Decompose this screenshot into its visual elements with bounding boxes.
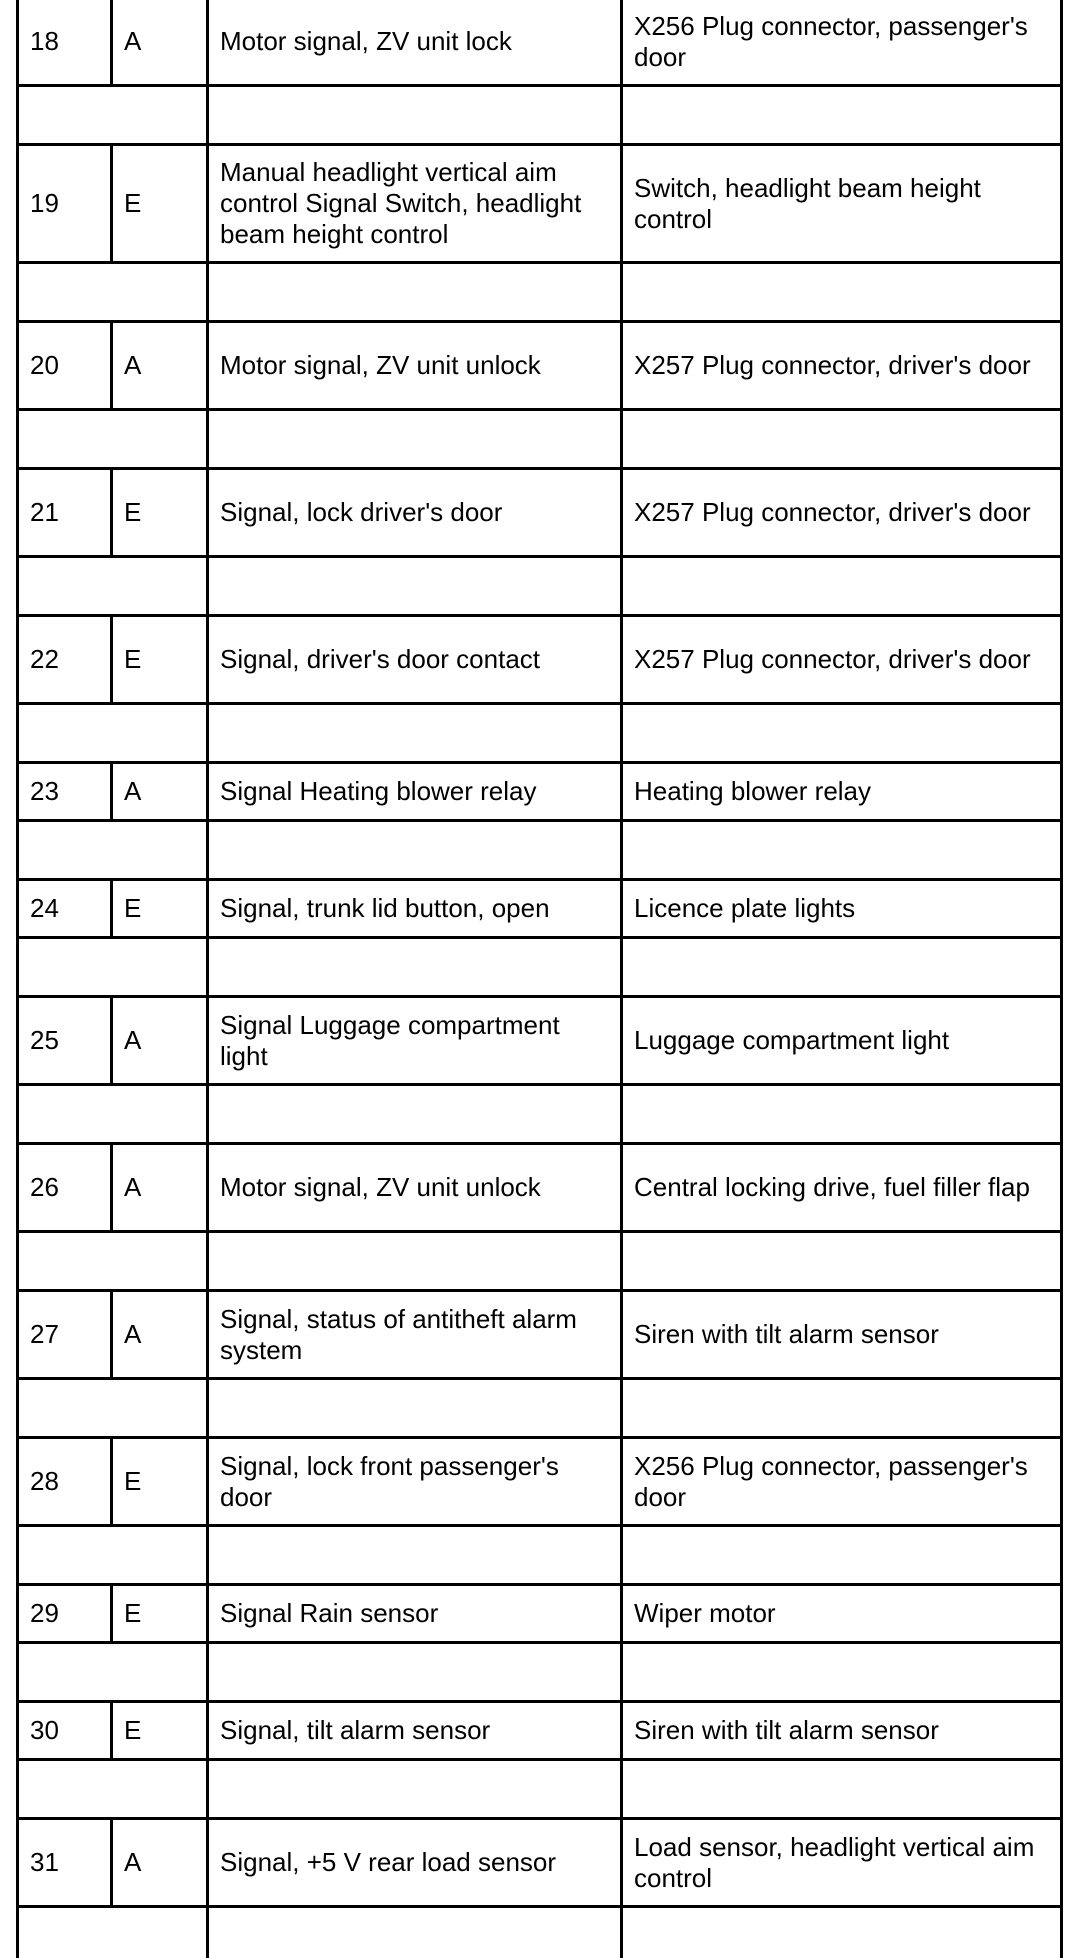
spacer-cell [208,410,622,469]
signal-cell: Signal, lock driver's door [208,469,622,557]
table-row [18,145,1062,263]
direction-cell: E [112,145,208,263]
spacer-cell [18,1085,112,1144]
spacer-cell [112,1760,208,1819]
table-row [18,322,1062,410]
pin-cell: 20 [18,322,112,410]
table-row [18,997,1062,1085]
spacer-row [18,1760,1062,1819]
table-row [18,1291,1062,1379]
pin-cell: 22 [18,616,112,704]
spacer-cell [208,1643,622,1702]
spacer-cell [18,1643,112,1702]
signal-cell: Signal, tilt alarm sensor [208,1702,622,1760]
pin-cell: 24 [18,880,112,938]
pin-cell: 23 [18,763,112,821]
signal-cell: Signal, lock front passenger's door [208,1438,622,1526]
spacer-cell [208,1232,622,1291]
pin-cell: 28 [18,1438,112,1526]
spacer-cell [622,557,1062,616]
direction-cell: A [112,1819,208,1907]
table-row [18,616,1062,704]
spacer-cell [112,1643,208,1702]
spacer-cell [112,1085,208,1144]
pin-cell: 30 [18,1702,112,1760]
pin-cell: 21 [18,469,112,557]
direction-cell: A [112,763,208,821]
component-cell: X257 Plug connector, driver's door [622,616,1062,704]
table-row [18,1585,1062,1643]
spacer-cell [622,821,1062,880]
spacer-cell [208,1526,622,1585]
direction-cell: E [112,880,208,938]
spacer-cell [112,821,208,880]
spacer-cell [18,938,112,997]
spacer-cell [18,86,112,145]
spacer-cell [208,1907,622,1958]
pin-assignment-table [16,0,1063,1958]
spacer-cell [208,263,622,322]
table-body [18,0,1062,1958]
spacer-cell [208,86,622,145]
spacer-row [18,1907,1062,1958]
spacer-cell [18,263,112,322]
spacer-cell [622,1379,1062,1438]
direction-cell: A [112,997,208,1085]
component-cell: Licence plate lights [622,880,1062,938]
spacer-cell [18,821,112,880]
signal-cell: Signal Heating blower relay [208,763,622,821]
spacer-cell [622,1760,1062,1819]
direction-cell: A [112,1144,208,1232]
component-cell: Siren with tilt alarm sensor [622,1291,1062,1379]
signal-cell: Signal Rain sensor [208,1585,622,1643]
signal-cell: Signal, +5 V rear load sensor [208,1819,622,1907]
signal-cell: Motor signal, ZV unit lock [208,0,622,86]
spacer-row [18,86,1062,145]
spacer-cell [112,1907,208,1958]
spacer-row [18,410,1062,469]
component-cell: Load sensor, headlight vertical aim control [622,1819,1062,1907]
spacer-cell [112,557,208,616]
direction-cell: E [112,1702,208,1760]
spacer-cell [208,821,622,880]
direction-cell: A [112,322,208,410]
direction-cell: E [112,1438,208,1526]
spacer-cell [622,1907,1062,1958]
signal-cell: Signal Luggage compartment light [208,997,622,1085]
signal-cell: Manual headlight vertical aim control Signal Switch, headlight beam height control [208,145,622,263]
spacer-cell [112,1526,208,1585]
spacer-cell [18,1379,112,1438]
spacer-cell [622,263,1062,322]
component-cell: X257 Plug connector, driver's door [622,469,1062,557]
table-row [18,0,1062,86]
component-cell: Wiper motor [622,1585,1062,1643]
spacer-cell [18,557,112,616]
pin-cell: 18 [18,0,112,86]
direction-cell: A [112,1291,208,1379]
spacer-cell [208,1379,622,1438]
component-cell: Central locking drive, fuel filler flap [622,1144,1062,1232]
table-row [18,1702,1062,1760]
spacer-cell [112,938,208,997]
spacer-cell [208,557,622,616]
spacer-cell [622,938,1062,997]
spacer-cell [18,1760,112,1819]
spacer-cell [112,704,208,763]
spacer-cell [112,1232,208,1291]
table-row [18,1144,1062,1232]
component-cell: Heating blower relay [622,763,1062,821]
spacer-cell [622,1526,1062,1585]
spacer-row [18,1232,1062,1291]
pin-cell: 27 [18,1291,112,1379]
signal-cell: Motor signal, ZV unit unlock [208,322,622,410]
spacer-cell [18,1526,112,1585]
component-cell: X256 Plug connector, passenger's door [622,1438,1062,1526]
spacer-row [18,704,1062,763]
spacer-cell [622,1232,1062,1291]
component-cell: Luggage compartment light [622,997,1062,1085]
table-row [18,880,1062,938]
pin-cell: 29 [18,1585,112,1643]
pin-cell: 31 [18,1819,112,1907]
spacer-row [18,1526,1062,1585]
pin-cell: 26 [18,1144,112,1232]
spacer-cell [18,704,112,763]
spacer-row [18,557,1062,616]
spacer-row [18,263,1062,322]
spacer-cell [622,1643,1062,1702]
spacer-cell [622,86,1062,145]
signal-cell: Motor signal, ZV unit unlock [208,1144,622,1232]
spacer-row [18,1643,1062,1702]
direction-cell: E [112,616,208,704]
pin-cell: 25 [18,997,112,1085]
spacer-cell [18,1907,112,1958]
spacer-row [18,938,1062,997]
table-row [18,1438,1062,1526]
signal-cell: Signal, trunk lid button, open [208,880,622,938]
component-cell: X257 Plug connector, driver's door [622,322,1062,410]
spacer-cell [112,1379,208,1438]
spacer-cell [208,1085,622,1144]
component-cell: Siren with tilt alarm sensor [622,1702,1062,1760]
table-row [18,469,1062,557]
spacer-cell [18,1232,112,1291]
spacer-row [18,821,1062,880]
spacer-cell [208,1760,622,1819]
spacer-cell [622,410,1062,469]
spacer-cell [208,704,622,763]
spacer-cell [112,263,208,322]
spacer-cell [208,938,622,997]
spacer-cell [622,1085,1062,1144]
signal-cell: Signal, driver's door contact [208,616,622,704]
direction-cell: A [112,0,208,86]
spacer-row [18,1379,1062,1438]
spacer-cell [112,86,208,145]
spacer-row [18,1085,1062,1144]
spacer-cell [622,704,1062,763]
table-row [18,1819,1062,1907]
signal-cell: Signal, status of antitheft alarm system [208,1291,622,1379]
direction-cell: E [112,1585,208,1643]
direction-cell: E [112,469,208,557]
spacer-cell [112,410,208,469]
component-cell: X256 Plug connector, passenger's door [622,0,1062,86]
spacer-cell [18,410,112,469]
table-row [18,763,1062,821]
component-cell: Switch, headlight beam height control [622,145,1062,263]
pin-cell: 19 [18,145,112,263]
